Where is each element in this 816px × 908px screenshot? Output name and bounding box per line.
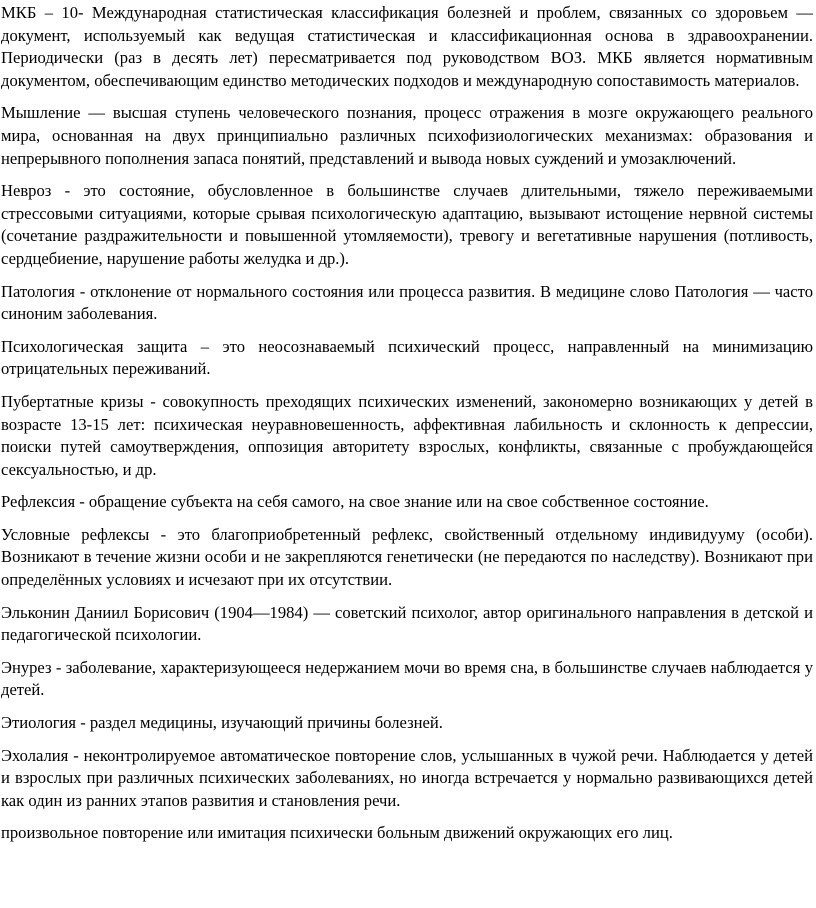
paragraph-nevroz: Невроз - это состояние, обусловленное в большинстве случаев длительными, тяжело переживаемыми стрессовыми ситуациями, которые срывая психологическую адаптацию, вызывают истощение нервной системы (сочетание раздражительности и повышенной утомляемости), тревогу и вегетативные нарушения (потливость, сердцебиение, нарушение работы желудка и др.). [1,181,813,268]
paragraph-uslovnye-refleksy: Условные рефлексы - это благоприобретенный рефлекс, свойственный отдельному индивидууму (особи). Возникают в течение жизни особи и не закрепляются генетически (не передаются по наследству). Возникают при определённых условиях и исчезают при их отсутствии. [1,524,813,590]
paragraph-elkonin: Эльконин Даниил Борисович (1904—1984) — советский психолог, автор оригинального направления в детской и педагогической психологии. [1,602,813,645]
paragraph-etiologiya: Этиология - раздел медицины, изучающий причины болезней. [1,713,443,733]
paragraph-enurez: Энурез - заболевание, характеризующееся недержанием мочи во время сна, в большинстве случаев наблюдается у детей. [1,657,813,700]
paragraph-pubertatnye-krizy: Пубертатные кризы - совокупность преходящих психических изменений, закономерно возникающих у детей в возрасте 13-15 лет: психическая неуравновешенность, аффективная лабильность и склонность к депрессии, поиски путей самоутверждения, оппозиция авторитету взрослых, конфликты, связанные с пробуждающейся сексуальностью, и др. [1,391,813,479]
paragraph-ekhopraksiya-fragment: произвольное повторение или имитация психически больным движений окружающих его лиц. [1,823,673,843]
paragraph-psikhologicheskaya-zashchita: Психологическая защита – это неосознаваемый психический процесс, направленный на минимизацию отрицательных переживаний. [1,336,813,379]
paragraph-mkb10: МКБ – 10- Международная статистическая классификация болезней и проблем, связанных со здоровьем — документ, используемый как ведущая статистическая и классификационная основа в здравоохранении. Периодически (раз в десять лет) пересматривается под руководством ВОЗ. МКБ является нормативным документом, обеспечивающим единство методических подходов и международную сопоставимость материалов. [1,3,813,90]
paragraph-patologiya: Патология - отклонение от нормального состояния или процесса развития. В медицине слово Патология — часто синоним заболевания. [1,281,813,324]
paragraph-myshlenie: Мышление — высшая ступень человеческого познания, процесс отражения в мозге окружающего реального мира, основанная на двух принципиально различных психофизиологических механизмах: образования и непрерывного пополнения запаса понятий, представлений и вывода новых суждений и умозаключений. [1,103,813,168]
paragraph-refleksiya: Рефлексия - обращение субъекта на себя самого, на свое знание или на свое собственное состояние. [1,492,709,512]
paragraph-ekholaliya: Эхолалия - неконтролируемое автоматическое повторение слов, услышанных в чужой речи. Наблюдается у детей и взрослых при различных психических заболеваниях, но иногда встречается у нормально развивающихся детей как один из ранних этапов развития и становления речи. [1,745,813,810]
